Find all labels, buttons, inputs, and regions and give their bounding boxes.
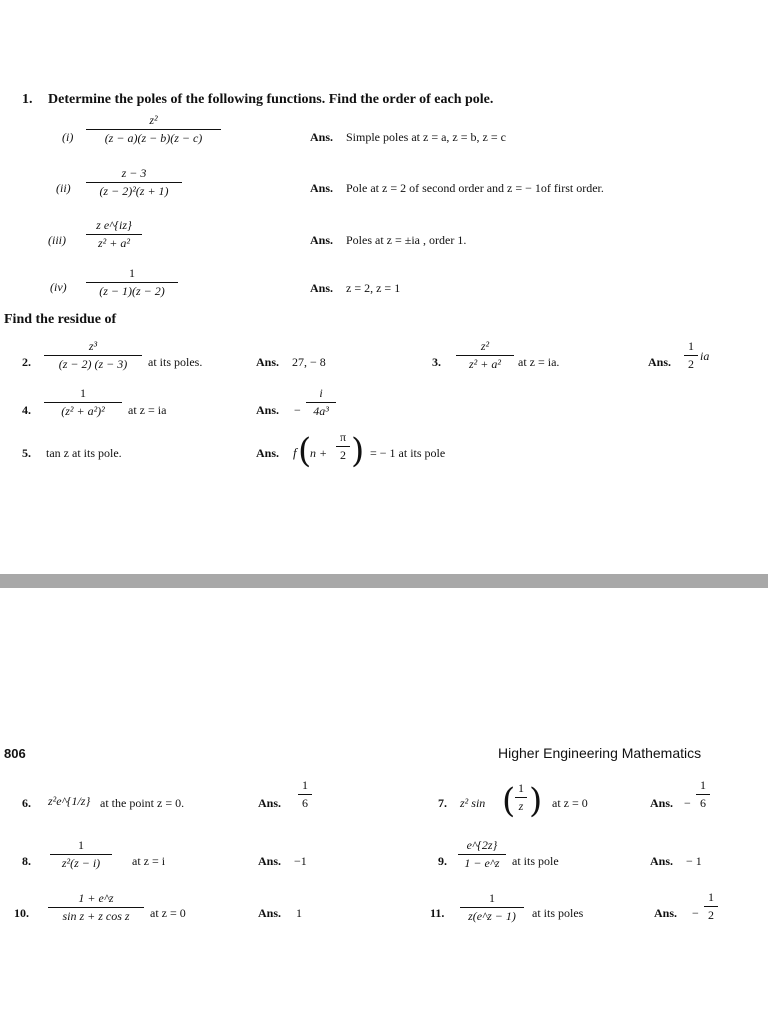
numerator: z²	[149, 113, 158, 127]
question-tail: at its pole	[512, 854, 559, 868]
answer-label: Ans.	[256, 403, 280, 417]
denominator: z	[518, 799, 524, 813]
answer-label: Ans.	[258, 796, 282, 810]
numerator: e^{2z}	[466, 838, 498, 852]
question-tail: at z = ia.	[518, 355, 560, 369]
left-paren: (	[298, 431, 312, 471]
denominator: (z − 2)²(z + 1)	[99, 184, 169, 198]
denominator: 2	[340, 448, 346, 462]
denominator: z² + a²	[98, 236, 130, 250]
question-number: 2.	[22, 355, 31, 369]
numerator: i	[319, 386, 323, 400]
answer-fraction	[306, 386, 336, 419]
fraction	[86, 266, 178, 299]
fraction	[456, 339, 514, 372]
question-number: 7.	[438, 796, 447, 810]
answer-function: f	[293, 445, 297, 460]
question-tail: at its poles.	[148, 355, 203, 369]
answer-text: 27, − 8	[292, 355, 326, 369]
question-number: 3.	[432, 355, 441, 369]
answer-text: Pole at z = 2 of second order and z = − 1of first order.	[346, 181, 604, 195]
answer-label: Ans.	[256, 446, 280, 460]
inner-fraction	[515, 781, 527, 814]
answer-text: −1	[294, 854, 307, 868]
part-label: (i)	[62, 130, 74, 144]
numerator: 1	[129, 266, 135, 280]
residue-heading: Find the residue of	[4, 312, 117, 327]
fraction	[44, 339, 142, 372]
expression: z²e^{1/z}	[48, 794, 91, 808]
fraction	[50, 838, 112, 871]
question-tail: at the point z = 0.	[100, 796, 185, 810]
answer-sign: −	[684, 796, 691, 810]
question-number: 11.	[430, 906, 445, 920]
denominator: 2	[688, 357, 694, 371]
answer-label: Ans.	[310, 181, 334, 195]
numerator: π	[339, 430, 347, 444]
question-tail: at z = i	[132, 854, 166, 868]
fraction	[460, 891, 524, 924]
numerator: 1	[78, 838, 84, 852]
answer-inner-fraction	[336, 430, 350, 463]
answer-text: − 1	[686, 854, 702, 868]
right-paren: )	[529, 781, 543, 821]
answer-text: 1	[296, 906, 302, 920]
answer-tail: = − 1 at its pole	[370, 446, 446, 460]
numerator: z³	[88, 339, 98, 353]
answer-sign: −	[692, 906, 699, 920]
expression: z² sin	[460, 796, 486, 810]
numerator: z − 3	[121, 166, 147, 180]
denominator: 6	[700, 796, 706, 810]
part-label: (iv)	[50, 280, 67, 294]
answer-label: Ans.	[310, 281, 334, 295]
right-paren: )	[351, 431, 365, 471]
fraction	[86, 218, 142, 251]
answer-tail: ia	[700, 349, 710, 363]
answer-fraction	[298, 778, 312, 811]
answer-inner: n +	[310, 446, 328, 460]
denominator: 4a³	[313, 404, 329, 418]
answer-fraction	[684, 339, 698, 372]
answer-label: Ans.	[654, 906, 678, 920]
answer-text: z = 2, z = 1	[346, 281, 401, 295]
question-number: 1.	[22, 92, 33, 107]
numerator: 1	[700, 778, 706, 792]
denominator: z(e^z − 1)	[468, 909, 516, 923]
denominator: (z² + a²)²	[61, 404, 105, 418]
numerator: z²	[480, 339, 490, 353]
denominator: z² + a²	[469, 357, 501, 371]
question-number: 5.	[22, 446, 31, 460]
question-text: tan z at its pole.	[46, 446, 122, 460]
answer-label: Ans.	[258, 854, 282, 868]
question-tail: at z = 0	[552, 796, 588, 810]
question-tail: at its poles	[532, 906, 584, 920]
denominator: sin z + z cos z	[62, 909, 130, 923]
answer-label: Ans.	[310, 233, 334, 247]
question-number: 10.	[14, 906, 29, 920]
denominator: (z − a)(z − b)(z − c)	[104, 131, 203, 145]
part-label: (iii)	[48, 233, 66, 247]
denominator: 1 − e^z	[464, 856, 500, 870]
numerator: 1	[688, 339, 694, 353]
numerator: z e^{iz}	[96, 218, 132, 232]
answer-fraction	[704, 890, 718, 923]
denominator: z²(z − i)	[61, 856, 101, 870]
fraction	[48, 891, 144, 924]
fraction	[44, 386, 122, 419]
denominator: (z − 2) (z − 3)	[58, 357, 128, 371]
answer-label: Ans.	[258, 906, 282, 920]
question-number: 4.	[22, 403, 31, 417]
left-paren: (	[502, 781, 516, 821]
denominator: (z − 1)(z − 2)	[99, 284, 165, 298]
numerator: 1	[489, 891, 495, 905]
denominator: 6	[302, 796, 308, 810]
answer-fraction	[696, 778, 710, 811]
denominator: 2	[708, 908, 714, 922]
page-number: 806	[4, 746, 26, 761]
answer-text: Simple poles at z = a, z = b, z = c	[346, 130, 506, 144]
question-text: Determine the poles of the following functions. Find the order of each pole.	[48, 92, 494, 107]
numerator: 1	[302, 778, 308, 792]
question-tail: at z = 0	[150, 906, 186, 920]
question-number: 9.	[438, 854, 447, 868]
page-divider	[0, 574, 768, 588]
numerator: 1 + e^z	[78, 891, 114, 905]
answer-label: Ans.	[256, 355, 280, 369]
answer-sign: −	[294, 403, 301, 417]
fraction	[458, 838, 506, 871]
numerator: 1	[518, 781, 524, 795]
answer-label: Ans.	[650, 796, 674, 810]
question-number: 6.	[22, 796, 31, 810]
answer-label: Ans.	[310, 130, 334, 144]
question-tail: at z = ia	[128, 403, 167, 417]
numerator: 1	[80, 386, 86, 400]
fraction	[86, 113, 221, 146]
part-label: (ii)	[56, 181, 71, 195]
question-number: 8.	[22, 854, 31, 868]
fraction	[86, 166, 182, 199]
running-title: Higher Engineering Mathematics	[498, 745, 702, 761]
answer-label: Ans.	[648, 355, 672, 369]
answer-label: Ans.	[650, 854, 674, 868]
numerator: 1	[708, 890, 714, 904]
answer-text: Poles at z = ±ia , order 1.	[346, 233, 467, 247]
